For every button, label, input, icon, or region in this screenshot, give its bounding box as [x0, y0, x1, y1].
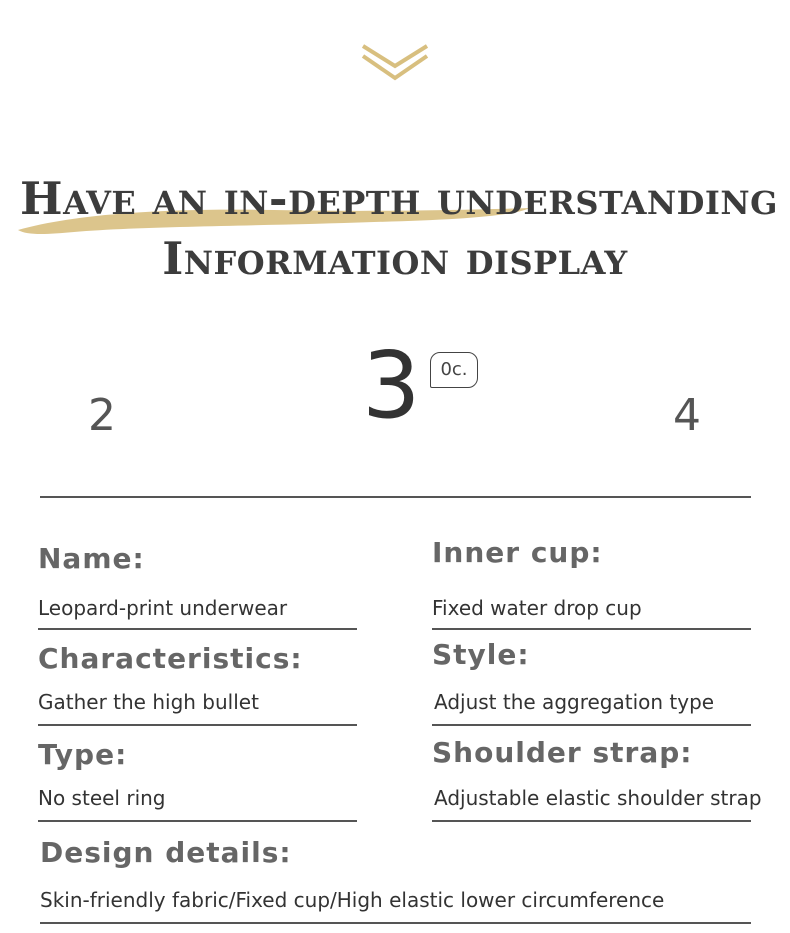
page-number-previous[interactable]: 2 — [88, 390, 116, 441]
field-underline — [40, 922, 751, 924]
field-shoulder-strap-label: Shoulder strap: — [432, 736, 693, 769]
field-type-value: No steel ring — [38, 786, 166, 810]
speech-bubble-badge: 0c. — [430, 352, 478, 388]
chevron-down-icon — [360, 42, 430, 82]
field-underline — [432, 820, 751, 822]
field-style-label: Style: — [432, 638, 530, 671]
field-underline — [38, 724, 357, 726]
field-style-value: Adjust the aggregation type — [434, 690, 715, 714]
field-characteristics-value: Gather the high bullet — [38, 690, 259, 714]
heading-line-1: Have an in-depth understanding — [20, 172, 778, 225]
field-type-label: Type: — [38, 738, 128, 771]
field-shoulder-strap-value: Adjustable elastic shoulder strap — [434, 786, 762, 810]
field-inner-cup-value: Fixed water drop cup — [432, 596, 642, 620]
field-inner-cup-label: Inner cup: — [432, 536, 603, 569]
field-name-label: Name: — [38, 542, 145, 575]
heading-line-2: Information display — [162, 232, 628, 285]
field-design-details-label: Design details: — [40, 836, 292, 869]
section-divider — [40, 496, 751, 498]
field-underline — [38, 628, 357, 630]
field-characteristics-label: Characteristics: — [38, 642, 303, 675]
page-number-next[interactable]: 4 — [673, 390, 701, 441]
field-name-value: Leopard-print underwear — [38, 596, 288, 620]
page-number-current: 3 — [362, 332, 421, 439]
field-design-details-value: Skin-friendly fabric/Fixed cup/High elastic lower circumference — [40, 888, 665, 912]
field-underline — [432, 724, 751, 726]
field-underline — [432, 628, 751, 630]
field-underline — [38, 820, 357, 822]
